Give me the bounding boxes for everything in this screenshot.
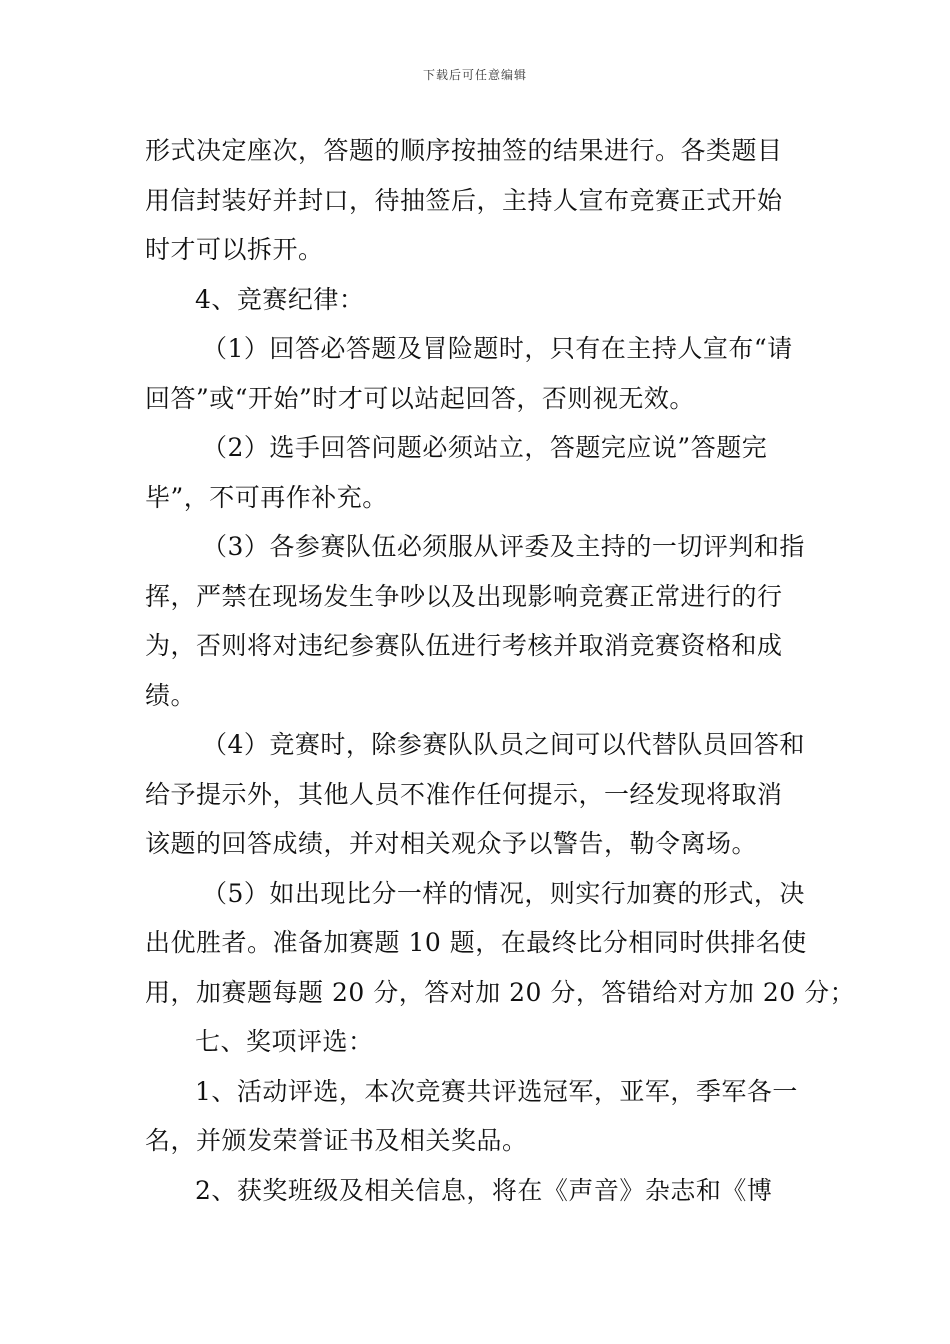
text-line: 名，并颁发荣誉证书及相关奖品。	[145, 1126, 528, 1155]
section-heading: 4、竞赛纪律：	[195, 284, 365, 314]
section-heading: 七、奖项评选：	[195, 1027, 374, 1056]
text-line: 用信封装好并封口，待抽签后，主持人宣布竞赛正式开始	[145, 185, 783, 215]
text-line: （3）各参赛队伍必须服从评委及主持的一切评判和指	[202, 532, 805, 561]
text-line: 为，否则将对违纪参赛队伍进行考核并取消竞赛资格和成	[145, 631, 783, 660]
text-line: 出优胜者。准备加赛题 10 题，在最终比分相同时供排名使	[145, 928, 807, 957]
text-line: （5）如出现比分一样的情况，则实行加赛的形式，决	[202, 878, 805, 908]
text-line: 用，加赛题每题 20 分，答对加 20 分，答错给对方加 20 分；	[145, 977, 856, 1007]
text-line: （4）竞赛时，除参赛队队员之间可以代替队员回答和	[202, 730, 805, 759]
text-line: 回答”或“开始”时才可以站起回答，否则视无效。	[145, 383, 695, 413]
text-line: 时才可以拆开。	[145, 235, 324, 264]
page-header-note: 下载后可任意编辑	[422, 68, 527, 82]
text-line: 2、获奖班级及相关信息，将在《声音》杂志和《博	[195, 1175, 773, 1205]
text-line: 毕”，不可再作补充。	[145, 482, 388, 512]
text-line: 挥，严禁在现场发生争吵以及出现影响竞赛正常进行的行	[145, 581, 783, 611]
text-line: 绩。	[145, 680, 197, 710]
text-line: 该题的回答成绩，并对相关观众予以警告，勒令离场。	[145, 829, 758, 858]
text-line: 形式决定座次，答题的顺序按抽签的结果进行。各类题目	[145, 136, 783, 165]
text-line: 给予提示外，其他人员不准作任何提示，一经发现将取消	[145, 779, 783, 809]
text-line: （1）回答必答题及冒险题时，只有在主持人宣布“请	[202, 334, 793, 363]
document-body	[145, 126, 856, 1215]
text-line: 1、活动评选，本次竞赛共评选冠军，亚军，季军各一	[195, 1076, 798, 1106]
text-line: （2）选手回答问题必须站立，答题完应说”答题完	[202, 433, 768, 462]
